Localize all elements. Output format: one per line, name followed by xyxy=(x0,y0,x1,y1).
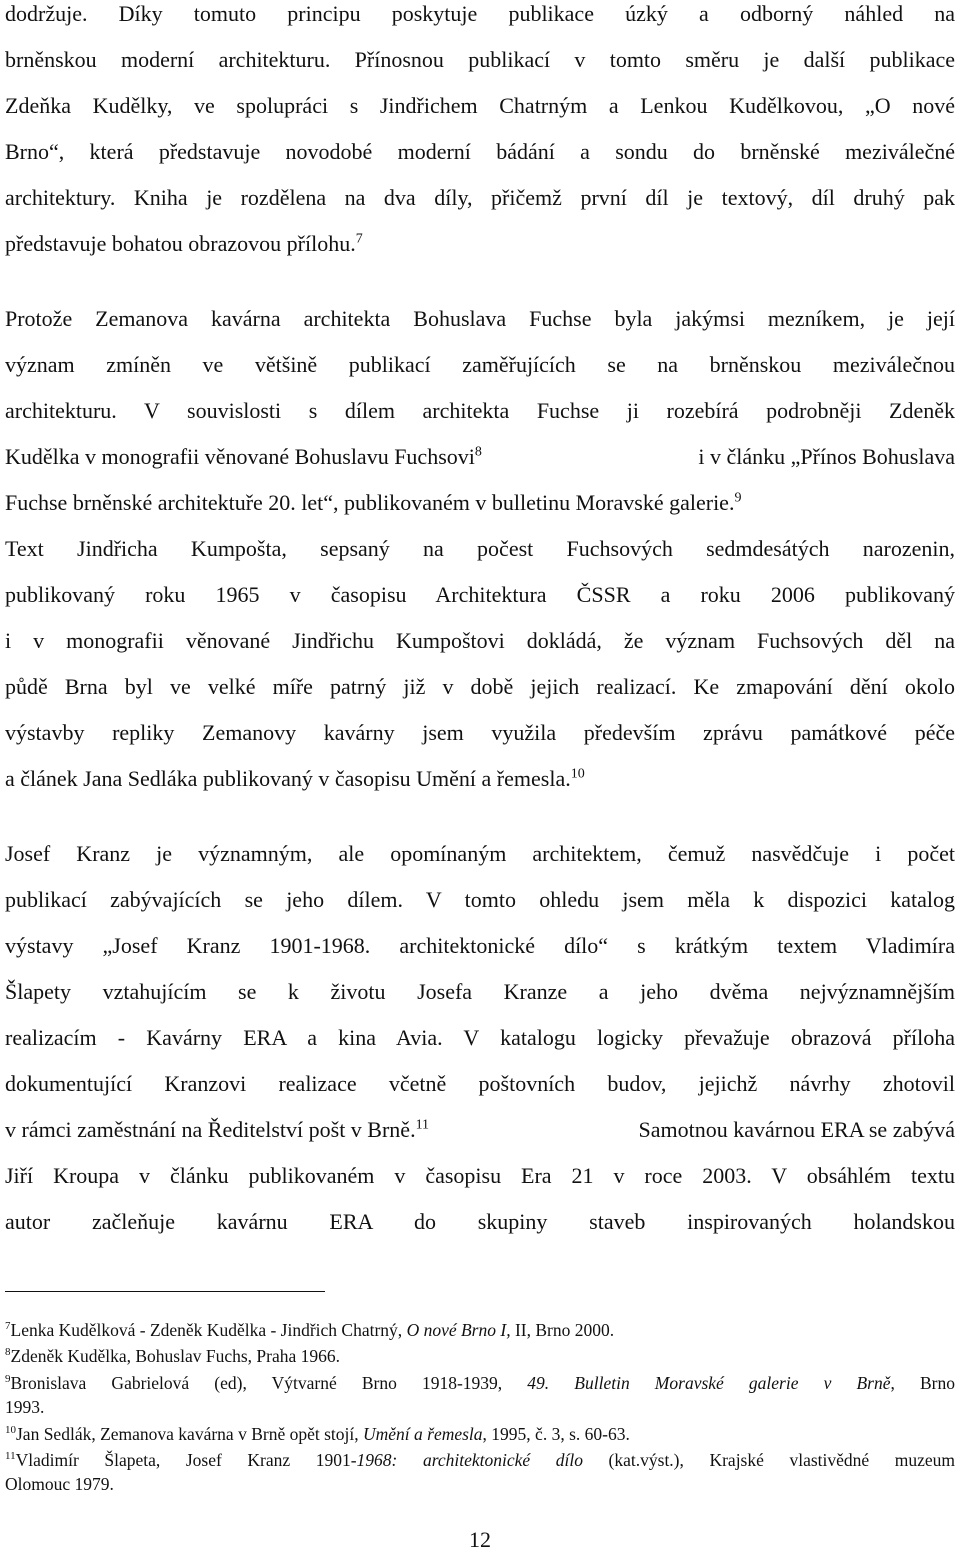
text-line: publikovaný roku 1965 v časopisu Architektura ČSSR a roku 2006 publikovaný xyxy=(5,582,955,607)
text-line xyxy=(5,1116,955,1144)
text-line xyxy=(5,765,955,793)
text-line: Šlapety vztahujícím se k životu Josefa Kranze a jeho dvěma nejvýznamnějším xyxy=(5,979,955,1004)
text-segment: Kudělka v monografii věnované Bohuslavu Fuchsovi xyxy=(5,444,475,469)
text-segment: představuje bohatou obrazovou přílohu. xyxy=(5,231,356,256)
text-segment: Samotnou kavárnou ERA se zabývá xyxy=(638,1117,955,1142)
text-segment: i v článku „Přínos Bohuslava xyxy=(698,444,955,469)
text-line: výstavy „Josef Kranz 1901-1968. architektonické dílo“ s krátkým textem Vladimíra xyxy=(5,933,955,958)
text-line: publikací zabývajících se jeho dílem. V tomto ohledu jsem měla k dispozici katalog xyxy=(5,887,955,912)
footnote-8 xyxy=(5,1345,955,1367)
text-segment: a článek Jana Sedláka publikovaný v časopisu Umění a řemesla. xyxy=(5,766,571,791)
text-line: Zdeňka Kudělky, ve spolupráci s Jindřichem Chatrným a Lenkou Kudělkovou, „O nové xyxy=(5,93,955,118)
footnote-ref[interactable]: 8 xyxy=(474,444,482,460)
footnote-ref[interactable]: 9 xyxy=(734,490,742,506)
text-segment: v rámci zaměstnání na Ředitelství pošt v Brně. xyxy=(5,1117,416,1142)
footnote-ref[interactable]: 10 xyxy=(570,766,585,782)
text-line: dodržuje. Díky tomuto principu poskytuje publikace úzký a odborný náhled na xyxy=(5,1,955,26)
footnote-text: Lenka Kudělková - Zdeněk Kudělka - Jindřich Chatrný, xyxy=(10,1320,407,1340)
text-line: architektury. Kniha je rozdělena na dva díly, přičemž první díl je textový, díl druhý pak xyxy=(5,185,955,210)
footnote-number: 8 xyxy=(5,1346,11,1359)
text-line: Jiří Kroupa v článku publikovaném v časopisu Era 21 v roce 2003. V obsáhlém textu xyxy=(5,1163,955,1188)
text-segment xyxy=(5,1116,429,1144)
footnote-ref[interactable]: 7 xyxy=(355,231,363,247)
footnote-text: , 1995, č. 3, s. 60-63. xyxy=(482,1424,630,1444)
text-line: výstavby repliky Zemanovy kavárny jsem využila především zprávu památkové péče xyxy=(5,720,955,745)
footnote-text: Jan Sedlák, Zemanova kavárna v Brně opět stojí, xyxy=(16,1424,363,1444)
footnote-11-continuation: Olomouc 1979. xyxy=(5,1474,114,1494)
text-line: Text Jindřicha Kumpošta, sepsaný na počest Fuchsových sedmdesátých narozenin, xyxy=(5,536,955,561)
footnote-separator xyxy=(5,1291,325,1292)
text-line: i v monografii věnované Jindřichu Kumpoštovi dokládá, že význam Fuchsových děl na xyxy=(5,628,955,653)
footnote-9-continuation: 1993. xyxy=(5,1397,45,1417)
footnote-ref[interactable]: 11 xyxy=(415,1117,430,1133)
footnote-9 xyxy=(5,1372,955,1394)
text-line: půdě Brna byl ve velké míře patrný již v době jejich realizací. Ke zmapování dění okolo xyxy=(5,674,955,699)
text-line: Protože Zemanova kavárna architekta Bohuslava Fuchse byla jakýmsi mezníkem, je její xyxy=(5,306,955,331)
footnote-title: Umění a řemesla xyxy=(362,1424,483,1444)
footnote-10 xyxy=(5,1423,955,1445)
footnote-number: 10 xyxy=(5,1424,16,1437)
text-line: architekturu. V souvislosti s dílem architekta Fuchse ji rozebírá podrobněji Zdeněk xyxy=(5,398,955,423)
footnote-text: (kat.výst.), Krajské vlastivědné muzeum xyxy=(582,1450,956,1470)
text-line xyxy=(5,230,955,258)
text-line: Josef Kranz je významným, ale opomínaným architektem, čemuž nasvědčuje i počet xyxy=(5,841,955,866)
page-number: 12 xyxy=(469,1527,491,1552)
text-line xyxy=(5,489,955,517)
footnote-number: 11 xyxy=(5,1450,16,1463)
text-line: Brno“, která představuje novodobé moderní bádání a sondu do brněnské meziválečné xyxy=(5,139,955,164)
footnote-number: 7 xyxy=(5,1320,11,1333)
footnote-text: Vladimír Šlapeta, Josef Kranz 1901- xyxy=(15,1450,357,1470)
footnote-text: II, Brno 2000. xyxy=(510,1320,615,1340)
footnote-number: 9 xyxy=(5,1373,11,1386)
text-segment xyxy=(5,443,482,471)
text-line xyxy=(5,443,955,471)
footnote-text: , Brno xyxy=(890,1373,956,1393)
footnote-title: 1968: architektonické dílo xyxy=(356,1450,583,1470)
text-segment: Fuchse brněnské architektuře 20. let“, publikovaném v bulletinu Moravské galerie. xyxy=(5,490,735,515)
text-line: dokumentující Kranzovi realizace včetně poštovních budov, jejichž návrhy zhotovil xyxy=(5,1071,955,1096)
text-line: autor začleňuje kavárnu ERA do skupiny staveb inspirovaných holandskou xyxy=(5,1209,955,1234)
footnote-text: Zdeněk Kudělka, Bohuslav Fuchs, Praha 1966. xyxy=(10,1346,341,1366)
footnote-text: Bronislava Gabrielová (ed), Výtvarné Brno 1918-1939, xyxy=(10,1373,528,1393)
text-line: brněnskou moderní architekturu. Přínosnou publikací v tomto směru je další publikace xyxy=(5,47,955,72)
footnote-title: 49. Bulletin Moravské galerie v Brně xyxy=(527,1373,891,1393)
footnote-7 xyxy=(5,1319,955,1341)
footnote-11 xyxy=(5,1449,955,1471)
text-line: realizacím - Kavárny ERA a kina Avia. V katalogu logicky převažuje obrazová příloha xyxy=(5,1025,955,1050)
text-line: význam zmíněn ve většině publikací zaměřujících se na brněnskou meziválečnou xyxy=(5,352,955,377)
footnote-title: O nové Brno I, xyxy=(406,1320,511,1340)
